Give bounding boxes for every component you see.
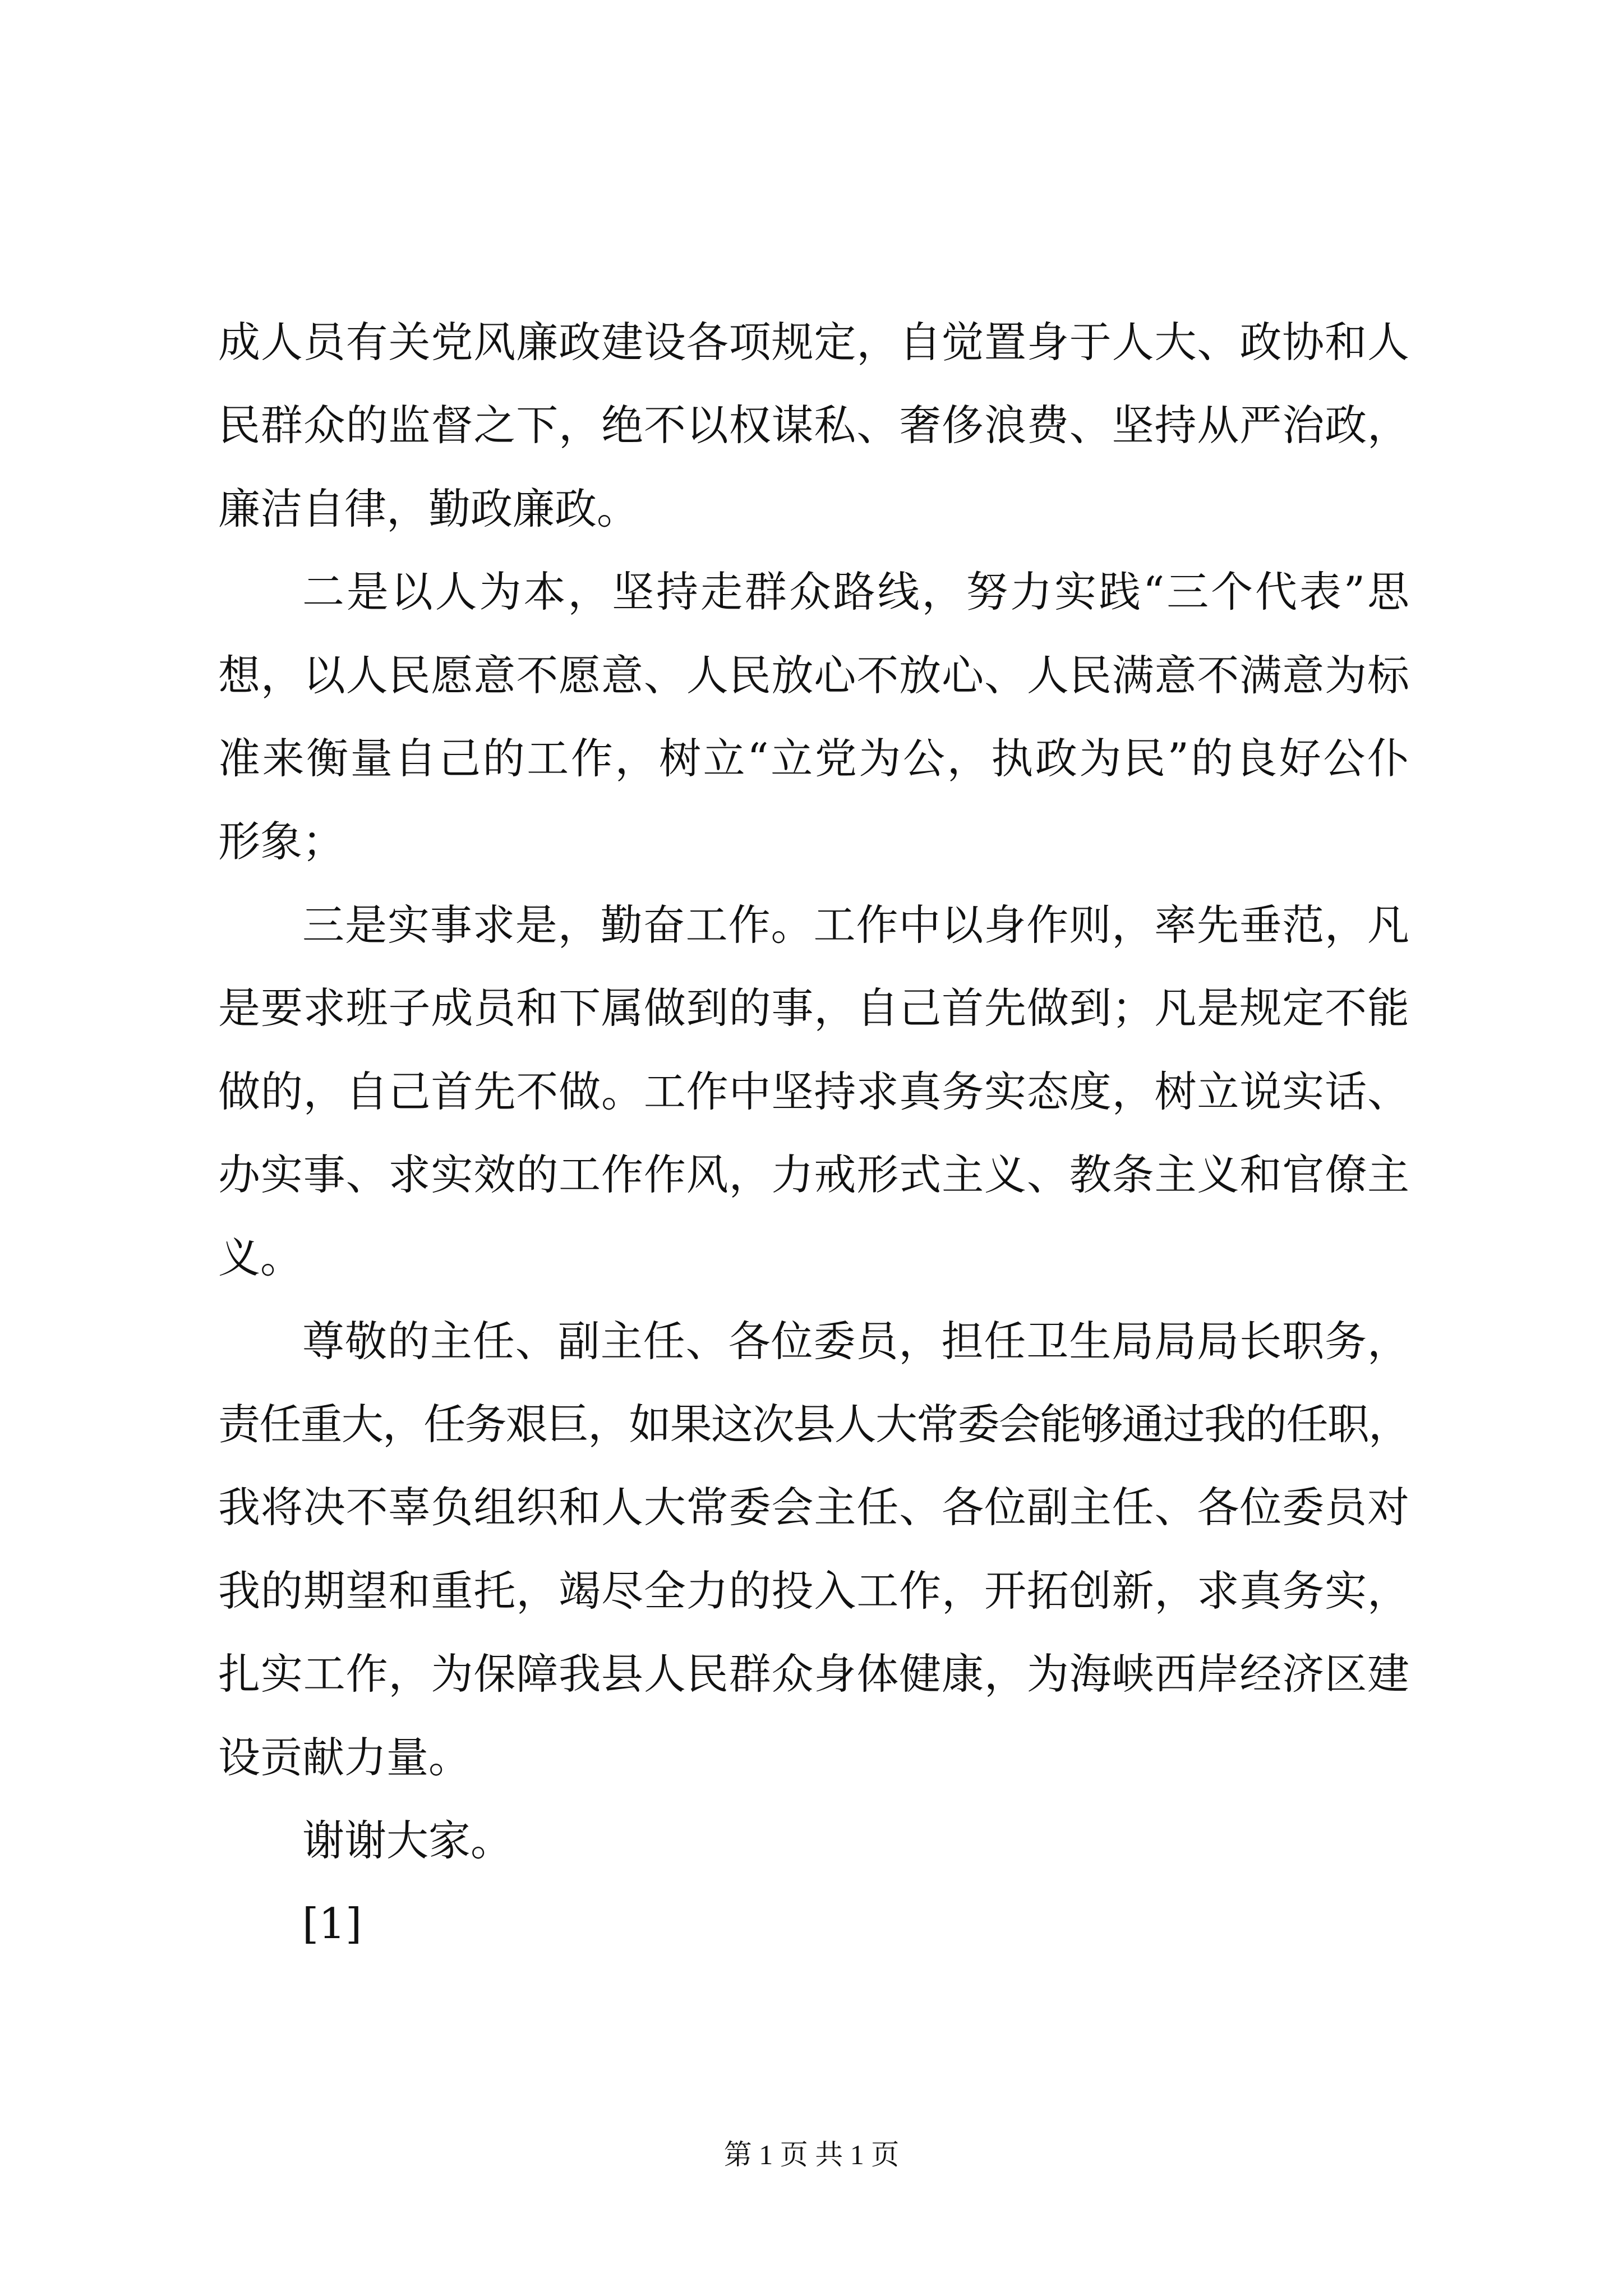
body-line: 是要求班子成员和下属做到的事，自己首先做到；凡是规定不能 (218, 983, 1409, 1033)
body-line: 办实事、求实效的工作作风，力戒形式主义、教条主义和官僚主 (218, 1149, 1409, 1199)
body-line: 做的，自己首先不做。工作中坚持求真务实态度，树立说实话、 (218, 1066, 1409, 1116)
body-line: 廉洁自律，勤政廉政。 (218, 484, 639, 533)
page-footer (0, 2138, 1623, 2171)
body-line: 尊敬的主任、副主任、各位委员，担任卫生局局局长职务， (302, 1316, 1409, 1366)
reference-marker (218, 1882, 1409, 1965)
body-line: 准来衡量自己的工作，树立“立党为公，执政为民”的良好公仆 (218, 733, 1409, 783)
body-line: 我将决不辜负组织和人大常委会主任、各位副主任、各位委员对 (218, 1483, 1409, 1533)
body-line: 二是以人为本，坚持走群众路线，努力实践“三个代表”思 (302, 567, 1409, 617)
body-line: 我的期望和重托，竭尽全力的投入工作，开拓创新，求真务实， (218, 1566, 1409, 1616)
body-line: 形象； (218, 817, 345, 867)
body-line: 三是实事求是，勤奋工作。工作中以身作则，率先垂范，凡 (302, 900, 1409, 950)
paragraph (218, 550, 1409, 884)
paragraph (218, 1300, 1409, 1799)
document-body (218, 301, 1409, 1966)
body-line: 民群众的监督之下，绝不以权谋私、奢侈浪费、坚持从严治政， (218, 401, 1409, 450)
page-number: 第 1 页 共 1 页 (723, 2139, 900, 2170)
body-line: 想，以人民愿意不愿意、人民放心不放心、人民满意不满意为标 (218, 650, 1409, 700)
body-line: [1] (302, 1899, 362, 1949)
paragraph (218, 301, 1409, 550)
body-line: 扎实工作，为保障我县人民群众身体健康，为海峡西岸经济区建 (218, 1649, 1409, 1699)
body-line: 责任重大，任务艰巨，如果这次县人大常委会能够通过我的任职， (218, 1400, 1409, 1450)
body-line: 成人员有关党风廉政建设各项规定，自觉置身于人大、政协和人 (218, 318, 1409, 367)
body-line: 谢谢大家。 (302, 1816, 513, 1866)
paragraph (218, 884, 1409, 1300)
paragraph (218, 1799, 1409, 1882)
body-line: 设贡献力量。 (218, 1732, 471, 1782)
body-line: 义。 (218, 1233, 303, 1283)
